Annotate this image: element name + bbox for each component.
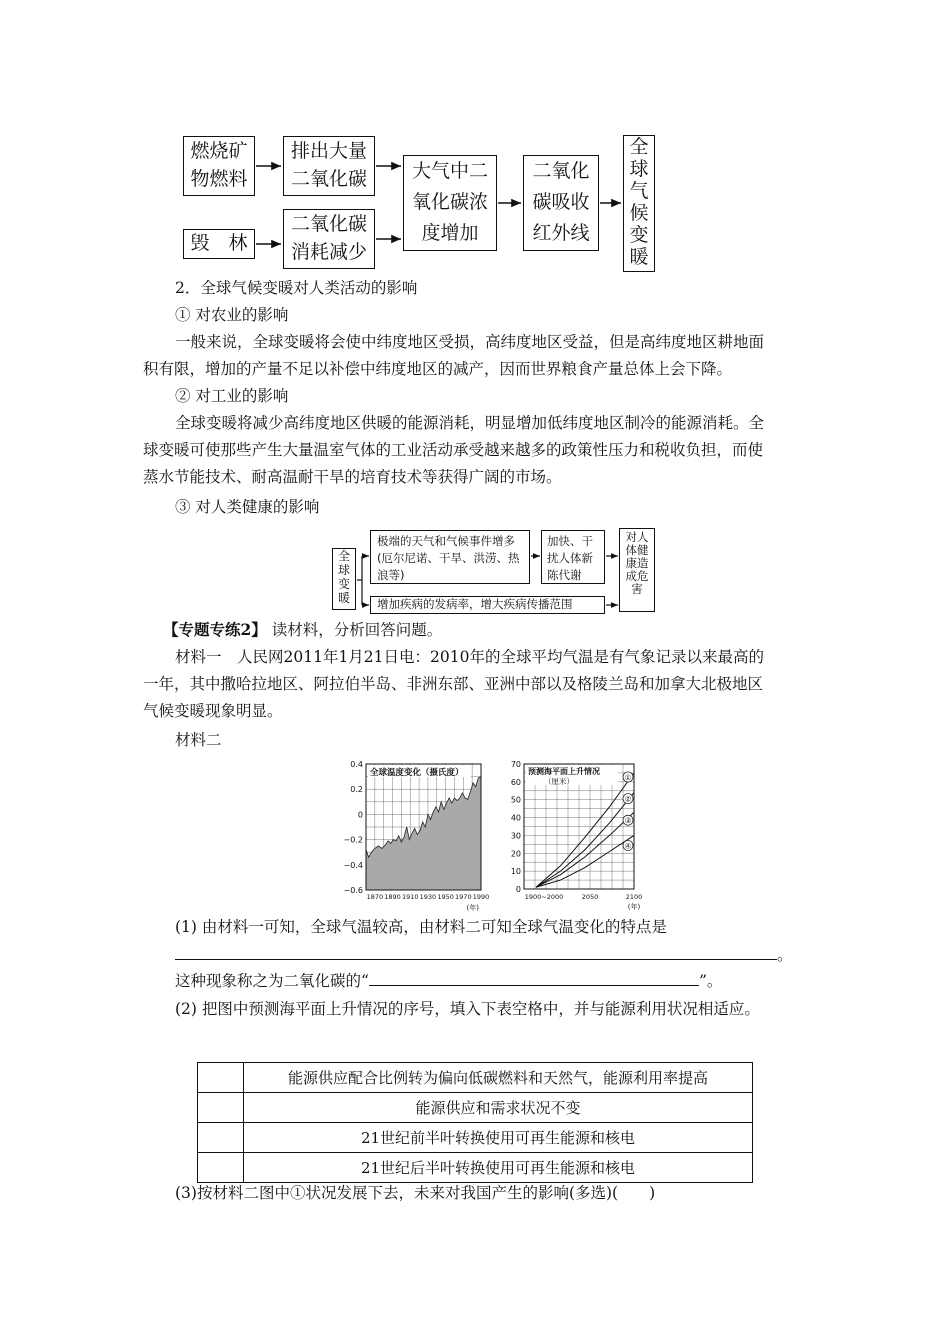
y-tick-label: −0.4 [343, 860, 363, 870]
table-blank-cell[interactable] [198, 1063, 244, 1093]
y-tick-label: 30 [510, 831, 521, 841]
material-2-label: 材料二 [175, 731, 222, 749]
paragraph-agriculture-1: 一般来说，全球变暖将会使中纬度地区受损，高纬度地区受益，但是高纬度地区耕地面 [175, 333, 765, 351]
table-row [198, 1153, 753, 1183]
series-label: ④ [624, 841, 632, 851]
x-tick-label: 2100 [625, 893, 643, 901]
table-row [198, 1093, 753, 1123]
chart-global-temperature [336, 752, 496, 918]
drill-heading [163, 617, 442, 643]
y-tick-label: 60 [510, 777, 521, 787]
box-text: 对人体健康造成危害 [625, 530, 649, 596]
series-label: ① [624, 772, 632, 782]
y-tick-label: −0.6 [343, 886, 363, 895]
paragraph-agriculture-2: 积有限，增加的产量不足以补偿中纬度地区的减产，因而世界粮食产量总体上会下降。 [143, 360, 733, 378]
question-1b-pre: 这种现象称之为二氧化碳的“ [175, 972, 369, 990]
x-tick-label: 1900~2000 [524, 893, 564, 901]
x-axis-label: (年) [627, 903, 641, 911]
table-row [198, 1063, 753, 1093]
paragraph-industry-2: 球变暖可使那些产生大量温室气体的工业活动承受越来越多的政策性压力和税收负担，而使 [143, 441, 764, 459]
heading-impacts: 2．全球气候变暖对人类活动的影响 [175, 279, 418, 297]
x-tick-label: 1950 [437, 893, 454, 901]
health-arrows [0, 0, 950, 640]
temperature-area [366, 777, 481, 890]
box-text: 二氧化碳消耗减少 [290, 213, 367, 263]
answer-blank-1[interactable] [175, 943, 777, 960]
paragraph-industry-3: 蒸水节能技术、耐高温耐干旱的培育技术等获得广阔的市场。 [143, 468, 562, 486]
x-tick-label: 1870 [366, 893, 384, 901]
box-text: 加快、干扰人体新陈代谢 [547, 534, 593, 582]
table-desc-cell: 21世纪前半叶转换使用可再生能源和核电 [244, 1123, 753, 1153]
question-1: (1) 由材料一可知，全球气温较高，由材料二可知全球气温变化的特点是 [175, 918, 667, 936]
y-tick-label: 0.2 [350, 785, 363, 795]
table-row [198, 1123, 753, 1153]
question-1b-post: ”。 [698, 972, 723, 990]
chart-unit: （厘米） [544, 777, 574, 786]
drill-tag: 【专题专练2】 [163, 620, 267, 639]
y-tick-label: −0.2 [343, 835, 363, 845]
table-desc-cell: 能源供应配合比例转为偏向低碳燃料和天然气，能源利用率提高 [244, 1063, 753, 1093]
box-text: 增加疾病的发病率，增大疾病传播范围 [377, 597, 573, 611]
box-text: 极端的天气和气候事件增多(厄尔尼诺、干旱、洪涝、热浪等) [377, 534, 520, 582]
box-text: 燃烧矿物燃料 [190, 140, 248, 190]
box-text: 二氧化碳吸收红外线 [532, 160, 590, 244]
series-label: ② [624, 794, 632, 804]
y-tick-label: 10 [510, 867, 521, 877]
table-blank-cell[interactable] [198, 1153, 244, 1183]
question-1b [175, 968, 722, 994]
x-tick-label: 1890 [384, 893, 401, 901]
y-tick-label: 40 [510, 813, 521, 823]
table-blank-cell[interactable] [198, 1123, 244, 1153]
box-text: 毁 林 [190, 232, 248, 254]
subheading-industry: ② 对工业的影响 [175, 387, 289, 405]
material-1-line-2: 一年，其中撒哈拉地区、阿拉伯半岛、非洲东部、亚洲中部以及格陵兰岛和加拿大北极地区 [143, 675, 764, 693]
question-3: (3)按材料二图中①状况发展下去，未来对我国产生的影响(多选)( ) [175, 1184, 656, 1202]
material-1-line-3: 气候变暖现象明显。 [143, 702, 283, 720]
series-line [536, 793, 634, 888]
subheading-health: ③ 对人类健康的影响 [175, 498, 320, 516]
box-text: 全球变暖 [337, 549, 350, 605]
chart-title: 预测海平面上升情况 [528, 767, 600, 776]
question-1-blank-line [175, 942, 793, 968]
drill-rest: 读材料，分析回答问题。 [266, 621, 443, 639]
y-tick-label: 0 [357, 810, 363, 820]
y-tick-label: 20 [510, 849, 521, 859]
table-blank-cell[interactable] [198, 1093, 244, 1123]
table-desc-cell: 21世纪后半叶转换使用可再生能源和核电 [244, 1153, 753, 1183]
box-text: 大气中二氧化碳浓度增加 [411, 160, 488, 244]
x-tick-label: 1970 [455, 893, 472, 901]
x-tick-label: 1990 [472, 893, 490, 901]
y-tick-label: 50 [510, 795, 521, 805]
subheading-agriculture: ① 对农业的影响 [175, 306, 289, 324]
series-line [536, 773, 634, 887]
y-tick-label: 70 [510, 760, 521, 769]
paragraph-industry-1: 全球变暖将减少高纬度地区供暖的能源消耗，明显增加低纬度地区制冷的能源消耗。全 [175, 414, 765, 432]
box-text: 全球气候变暖 [629, 136, 649, 268]
material-1-line-1: 材料一 人民网2011年1月21日电：2010年的全球平均气温是有气象记录以来最高的 [175, 648, 764, 666]
x-tick-label: 1930 [419, 893, 437, 901]
answer-blank-2[interactable] [369, 969, 699, 986]
series-label: ③ [624, 816, 632, 826]
energy-table [197, 1062, 753, 1183]
x-tick-label: 2050 [581, 893, 599, 901]
box-text: 排出大量二氧化碳 [290, 140, 367, 190]
table-desc-cell: 能源供应和需求状况不变 [244, 1093, 753, 1123]
question-2: (2) 把图中预测海平面上升情况的序号，填入下表空格中，并与能源利用状况相适应。 [175, 1000, 760, 1018]
chart-sea-level-forecast [506, 752, 644, 918]
x-tick-label: 1910 [401, 893, 419, 901]
y-tick-label: 0 [515, 885, 521, 894]
y-tick-label: 0.4 [350, 760, 363, 769]
question-1-end: 。 [777, 946, 793, 964]
x-axis-label: (年) [466, 904, 479, 912]
chart-title: 全球温度变化（摄氏度） [370, 768, 464, 778]
